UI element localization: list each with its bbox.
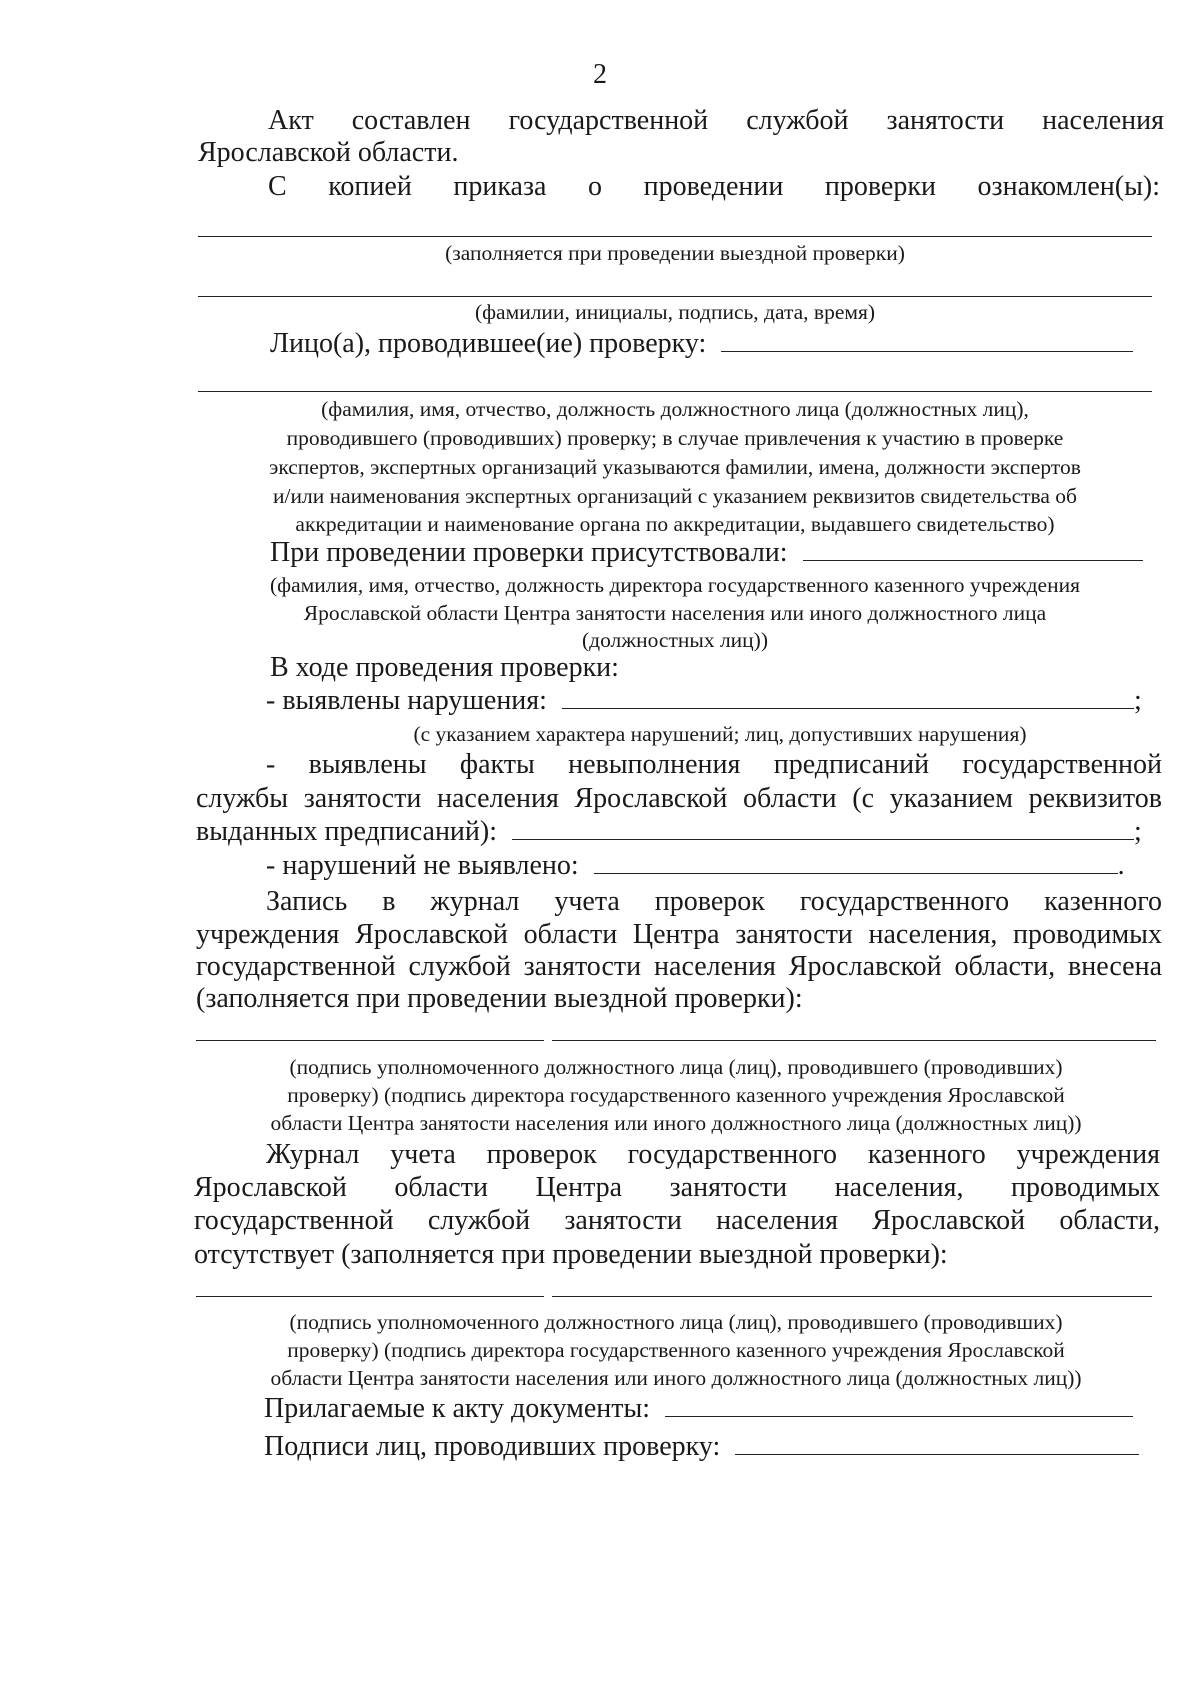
- violations-line: [266, 684, 1142, 718]
- fill-line[interactable]: [198, 391, 1152, 392]
- period: .: [1117, 850, 1125, 881]
- during-label: В ходе проведения проверки:: [270, 652, 619, 683]
- attached-label: Прилагаемые к акту документы:: [264, 1393, 651, 1424]
- act-paragraph-line: Акт составлен государственной службой занятости населения: [268, 105, 1164, 136]
- violations-fill[interactable]: [562, 684, 1134, 709]
- present-fill[interactable]: [803, 536, 1143, 561]
- orders-line: службы занятости населения Ярославской области (с указанием реквизитов: [196, 783, 1162, 814]
- inspector-fill[interactable]: [721, 327, 1133, 352]
- signatures-line: [264, 1430, 1139, 1464]
- journal-absent-line: государственной службой занятости населения Ярославской области,: [194, 1205, 1160, 1236]
- no-violations-label: - нарушений не выявлено:: [266, 850, 579, 881]
- note-signature-line: (подпись уполномоченного должностного лица (лиц), проводившего (проводивших): [289, 1055, 1063, 1079]
- fill-line[interactable]: [198, 296, 1152, 297]
- signature-fill[interactable]: [552, 1296, 1152, 1297]
- no-violations-fill[interactable]: [594, 849, 1118, 874]
- note-violations: (с указанием характера нарушений; лиц, допустивших нарушения): [413, 722, 1027, 746]
- signature-fill[interactable]: [196, 1296, 544, 1297]
- note-present-line: (фамилия, имя, отчество, должность директора государственного казенного учреждения: [270, 573, 1080, 597]
- signatures-fill[interactable]: [735, 1430, 1139, 1455]
- note-present-line: Ярославской области Центра занятости населения или иного должностного лица: [303, 601, 1047, 625]
- note-present-line: (должностных лиц)): [581, 628, 768, 652]
- inspector-label-line: [270, 327, 1133, 361]
- signatures-label: Подписи лиц, проводивших проверку:: [264, 1431, 721, 1462]
- order-copy-line: С копией приказа о проведении проверки ознакомлен(ы):: [268, 171, 1160, 202]
- no-violations-line: [266, 849, 1125, 883]
- signature-fill[interactable]: [196, 1040, 544, 1041]
- note-signature-line: (подпись уполномоченного должностного лица (лиц), проводившего (проводивших): [289, 1310, 1063, 1334]
- note-names: (фамилии, инициалы, подпись, дата, время): [474, 300, 876, 324]
- page-number: 2: [593, 59, 607, 90]
- present-label: При проведении проверки присутствовали:: [270, 537, 788, 568]
- semicolon: ;: [1133, 685, 1142, 716]
- note-inspector-line: и/или наименования экспертных организаций с указанием реквизитов свидетельства об: [273, 484, 1077, 508]
- orders-fill[interactable]: [512, 815, 1134, 840]
- note-inspector-line: (фамилия, имя, отчество, должность должностного лица (должностных лиц),: [321, 397, 1029, 421]
- present-label-line: [270, 536, 1143, 570]
- note-exit-inspection: (заполняется при проведении выездной проверки): [445, 241, 905, 265]
- act-paragraph-line: Ярославской области.: [198, 137, 459, 168]
- orders-label: выданных предписаний):: [196, 816, 497, 847]
- note-signature-line: проверку) (подпись директора государственного казенного учреждения Ярославской: [287, 1083, 1065, 1107]
- attached-line: [264, 1392, 1133, 1426]
- journal-absent-line: Ярославской области Центра занятости населения, проводимых: [194, 1172, 1160, 1203]
- semicolon: ;: [1134, 816, 1142, 847]
- journal-absent-line: отсутствует (заполняется при проведении выездной проверки):: [194, 1239, 948, 1270]
- attached-fill[interactable]: [665, 1392, 1133, 1417]
- note-inspector-line: аккредитации и наименование органа по аккредитации, выдавшего свидетельство): [295, 512, 1055, 536]
- inspector-label: Лицо(а), проводившее(ие) проверку:: [270, 328, 707, 359]
- note-signature-line: проверку) (подпись директора государственного казенного учреждения Ярославской: [287, 1338, 1065, 1362]
- note-signature-line: области Центра занятости населения или иного должностного лица (должностных лиц)): [270, 1111, 1082, 1135]
- journal-entry-line: учреждения Ярославской области Центра занятости населения, проводимых: [196, 919, 1162, 950]
- signature-fill[interactable]: [552, 1040, 1156, 1041]
- journal-entry-line: Запись в журнал учета проверок государственного казенного: [266, 886, 1162, 917]
- fill-line[interactable]: [198, 236, 1152, 237]
- orders-last-line: [196, 815, 1142, 849]
- violations-label: - выявлены нарушения:: [266, 685, 547, 716]
- journal-absent-line: Журнал учета проверок государственного казенного учреждения: [266, 1139, 1160, 1170]
- note-inspector-line: экспертов, экспертных организаций указываются фамилии, имена, должности экспертов: [269, 455, 1081, 479]
- orders-line: - выявлены факты невыполнения предписаний государственной: [266, 749, 1162, 780]
- note-inspector-line: проводившего (проводивших) проверку; в случае привлечения к участию в проверке: [286, 426, 1064, 450]
- journal-entry-line: (заполняется при проведении выездной проверки):: [196, 983, 803, 1014]
- journal-entry-line: государственной службой занятости населения Ярославской области, внесена: [196, 951, 1162, 982]
- note-signature-line: области Центра занятости населения или иного должностного лица (должностных лиц)): [270, 1366, 1082, 1390]
